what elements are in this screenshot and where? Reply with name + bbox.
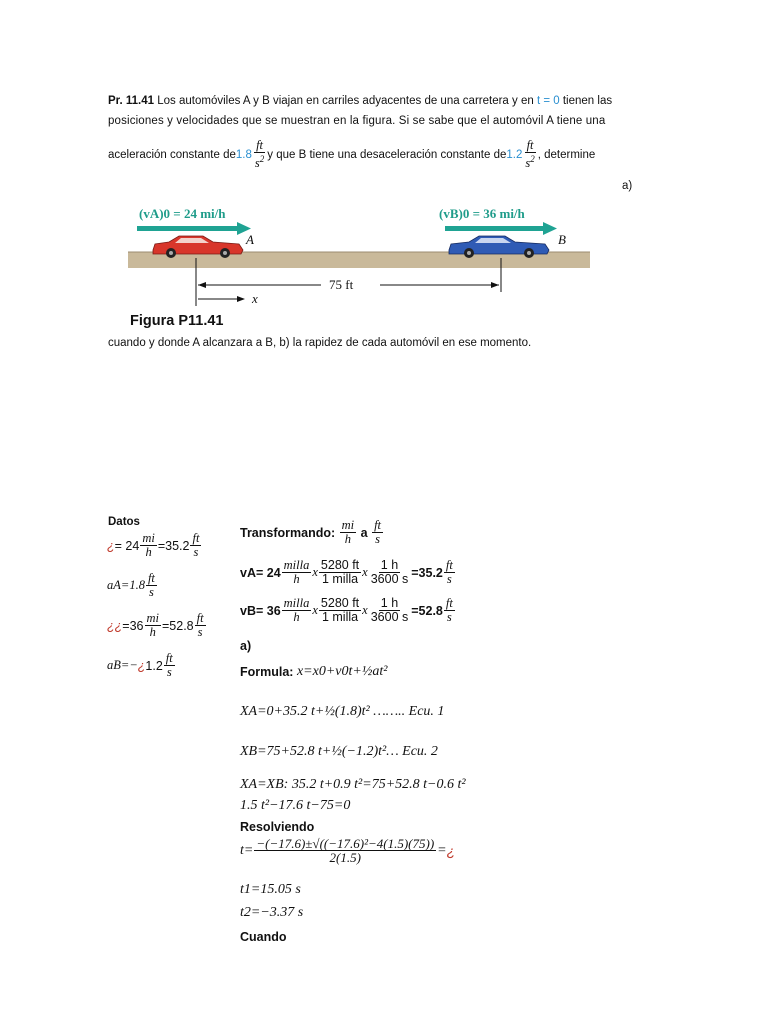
problem-number: Pr. 11.41 — [108, 95, 155, 107]
t2-result: t2=−3.37 s — [240, 905, 304, 920]
dato-ab: aB=− ¿ 1.2 $\frac{ft}{s}$ — [107, 651, 173, 679]
va-conversion: vA= 24 $\frac{\text{milla}}{h}$ x $\frac{5280 ft}{\text{1 milla}}$ x $\frac{1 h}{3600 s}$ =35.2 $\frac{ft}{s}$ — [240, 558, 453, 586]
dato-aa: aA=1.8 $\frac{ft}{s}$ — [107, 571, 155, 599]
dato-vb: ¿¿ =36 $\frac{mi}{h}$ =52.8 $\frac{ft}{s}$ — [107, 611, 204, 639]
transform-line: Transformando: $\frac{mi}{h}$ a $\frac{ft}{s}$ — [240, 518, 382, 546]
va-label: (vA)0 = 24 mi/h — [139, 206, 226, 221]
accel-a-value: 1.8 — [235, 149, 252, 161]
velocity-arrow-b — [445, 222, 557, 235]
resolviendo-label: Resolviendo — [240, 820, 315, 834]
equation-1: XA=0+35.2 t+½(1.8)t² …….. Ecu. 1 — [240, 704, 445, 719]
t1-result: t1=15.05 s — [240, 882, 301, 897]
equation-3: XA=XB: 35.2 t+0.9 t²=75+52.8 t−0.6 t² — [240, 777, 466, 792]
part-a-label: a) — [622, 180, 633, 192]
accel-b-value: 1.2 — [506, 149, 523, 161]
equation-2: XB=75+52.8 t+½(−1.2)t²… Ecu. 2 — [240, 744, 438, 759]
formula-line: Formula: x=x0+v0t+½at² — [240, 664, 388, 679]
equation-4: 1.5 t²−17.6 t−75=0 — [240, 798, 351, 813]
quadratic-formula: t= $\frac{\text{−(−17.6)±√((−17.6)²−4(1.5)(75))}}{2(1.5)}$ = ¿ — [240, 836, 456, 865]
problem-line-1: Pr. 11.41 Los automóviles A y B viajan en carriles adyacentes de una carretera y en t = 0 tienen las — [108, 95, 613, 107]
t-zero: t = 0 — [536, 95, 560, 107]
figure-caption: Figura P11.41 — [130, 313, 224, 329]
cuando-label: Cuando — [240, 930, 287, 944]
problem-line-2: posiciones y velocidades que se muestran en la figura. Si se sabe que el automóvil A tiene una — [108, 115, 606, 127]
vb-label: (vB)0 = 36 mi/h — [439, 206, 525, 221]
x-axis-label: x — [252, 291, 258, 306]
unit-ft-s2: $\frac{ft}{s^2}$ — [254, 138, 265, 171]
problem-line-4: cuando y donde A alcanzara a B, b) la rapidez de cada automóvil en ese momento. — [108, 337, 532, 349]
car-b-label: B — [558, 232, 566, 247]
part-a-heading: a) — [240, 639, 252, 653]
velocity-arrow-a — [137, 222, 251, 235]
unit-ft-s2: $\frac{ft}{s^2}$ — [525, 138, 535, 171]
vb-conversion: vB= 36 $\frac{\text{milla}}{h}$ x $\frac{5280 ft}{\text{1 milla}}$ x $\frac{1 h}{3600 s}$ =52.8 $\frac{ft}{s}$ — [240, 596, 453, 624]
distance-label: 75 ft — [329, 277, 354, 292]
figure — [125, 200, 595, 335]
car-a-label: A — [246, 232, 254, 247]
problem-line-3: aceleración constante de 1.8 $\frac{ft}{s^2}$ y que B tiene una desaceleración constante de 1.2 $\frac{ft}{s^2}$ , determine — [108, 138, 596, 171]
dato-va: ¿ = 24 $\frac{mi}{h}$ =35.2 $\frac{ft}{s}$ — [107, 531, 200, 559]
datos-title: Datos — [108, 516, 140, 528]
